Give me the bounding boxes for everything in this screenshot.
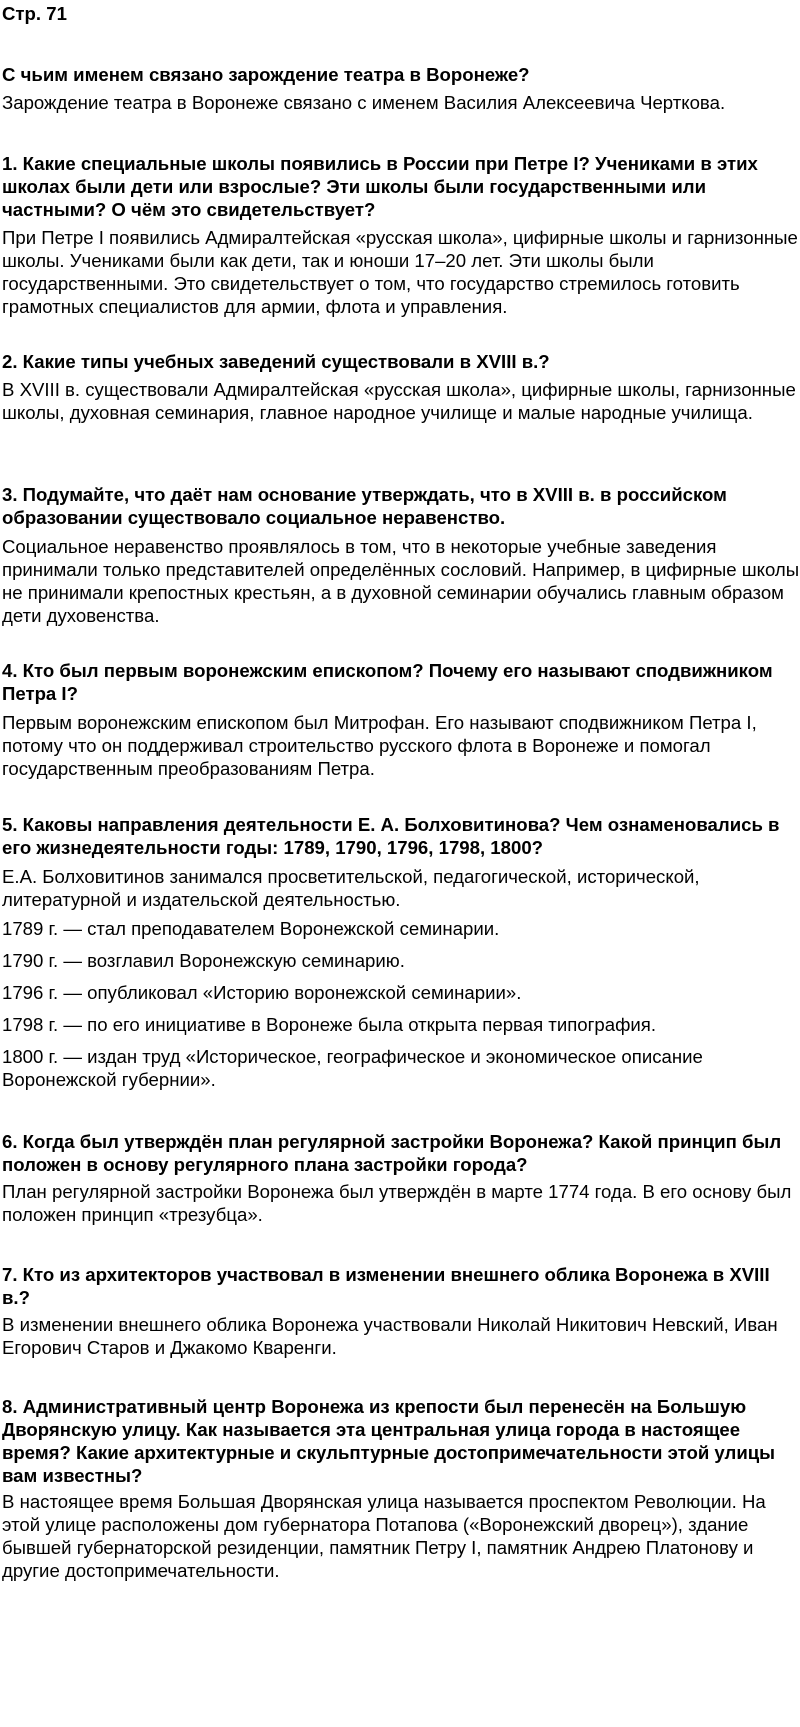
answer-2: В XVIII в. существовали Адмиралтейская «русская школа», цифирные школы, гарнизонные школы, духовная семинария, главное народное училище и малые народные училища.: [2, 379, 796, 423]
answer-6: План регулярной застройки Воронежа был утверждён в марте 1774 года. В его основу был положен принцип «трезубца».: [2, 1181, 792, 1225]
question-7: 7. Кто из архитекторов участвовал в изменении внешнего облика Воронежа в XVIII в.?: [2, 1264, 770, 1308]
question-6: 6. Когда был утверждён план регулярной застройки Воронежа? Какой принцип был положен в основу регулярного плана застройки города?: [2, 1131, 782, 1175]
answer-5: Е.А. Болховитинов занимался просветительской, педагогической, исторической, литературной и издательской деятельностью.: [2, 866, 700, 910]
question-4: 4. Кто был первым воронежским епископом? Почему его называют сподвижником Петра I?: [2, 660, 773, 704]
page-number: Стр. 71: [2, 3, 67, 24]
answer-intro: Зарождение театра в Воронеже связано с именем Василия Алексеевича Черткова.: [2, 92, 726, 113]
year-entry-1798: 1798 г. — по его инициативе в Воронеже была открыта первая типография.: [2, 1014, 656, 1035]
question-2: 2. Какие типы учебных заведений существовали в XVIII в.?: [2, 351, 550, 372]
answer-7: В изменении внешнего облика Воронежа участвовали Николай Никитович Невский, Иван Егорович Старов и Джакомо Кваренги.: [2, 1314, 778, 1358]
answer-4: Первым воронежским епископом был Митрофан. Его называют сподвижником Петра I, потому что он поддерживал строительство русского флота в Воронеже и помогал государственным преобразованиям Петра.: [2, 712, 757, 779]
question-8: 8. Административный центр Воронежа из крепости был перенесён на Большую Дворянскую улицу. Как называется эта центральная улица города в настоящее время? Какие архитектурные и скульптурные достопримечательности этой улицы вам известны?: [2, 1396, 776, 1486]
answer-8: В настоящее время Большая Дворянская улица называется проспектом Революции. На этой улице расположены дом губернатора Потапова («Воронежский дворец»), здание бывшей губернаторской резиденции, памятник Петру I, памятник Андрею Платонову и другие достопримечательности.: [2, 1491, 766, 1581]
year-entry-1789: 1789 г. — стал преподавателем Воронежской семинарии.: [2, 918, 500, 939]
question-3: 3. Подумайте, что даёт нам основание утверждать, что в XVIII в. в российском образовании существовало социальное неравенство.: [2, 484, 727, 528]
answer-3: Социальное неравенство проявлялось в том, что в некоторые учебные заведения принимали только представителей определённых сословий. Например, в цифирные школы не принимали крепостных крестьян, а в духовной семинарии обучались главным образом дети духовенства.: [2, 536, 800, 626]
year-entry-1800: 1800 г. — издан труд «Историческое, географическое и экономическое описание Воронежской губернии».: [2, 1046, 703, 1090]
question-5: 5. Каковы направления деятельности Е. А. Болховитинова? Чем ознаменовались в его жизнедеятельности годы: 1789, 1790, 1796, 1798, 1800?: [2, 814, 780, 858]
question-intro: С чьим именем связано зарождение театра в Воронеже?: [2, 64, 530, 85]
answer-1: При Петре I появились Адмиралтейская «русская школа», цифирные школы и гарнизонные школы. Учениками были как дети, так и юноши 17–20 лет. Эти школы были государственными. Это свидетельствует о том, что государство стремилось готовить грамотных специалистов для армии, флота и управления.: [2, 227, 798, 317]
year-entry-1790: 1790 г. — возглавил Воронежскую семинарию.: [2, 950, 405, 971]
question-1: 1. Какие специальные школы появились в России при Петре I? Учениками в этих школах были дети или взрослые? Эти школы были государственными или частными? О чём это свидетельствует?: [2, 153, 758, 220]
year-entry-1796: 1796 г. — опубликовал «Историю воронежской семинарии».: [2, 982, 522, 1003]
